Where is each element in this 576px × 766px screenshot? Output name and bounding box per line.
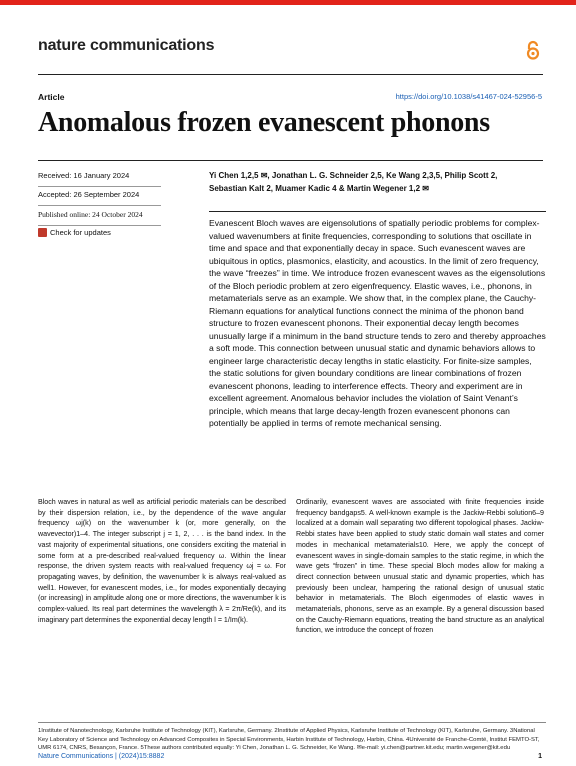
header-rule [38,74,543,75]
authors-line-1: Yi Chen 1,2,5 ✉, Jonathan L. G. Schneider 2,5, Ke Wang 2,3,5, Philip Scott 2, [209,171,498,180]
abstract-rule [209,211,546,212]
check-updates-label: Check for updates [50,228,111,237]
affiliation-rule [38,722,546,723]
open-access-icon [526,40,540,60]
affiliations: 1Institute of Nanotechnology, Karlsruhe Institute of Technology (KIT), Karlsruhe, Germany. 2Institute of Applied Physics, Karlsruhe Institute of Technology (KIT), Karlsruhe, Germany. 3National Key Laboratory of Science and Technology on Advanced Composites in Special Environments, Harbin Institute of Technology, Harbin, China. 4Université de Franche-Comté, Institut FEMTO-ST, UMR 6174, CNRS, Besançon, France. 5These authors contributed equally: Yi Chen, Jonathan L. G. Schneider, Ke Wang. ✉e-mail: yi.chen@partner.kit.edu; martin.wegener@kit.edu [38,728,540,752]
title-rule [38,160,543,161]
authors-line-2: Sebastian Kalt 2, Muamer Kadic 4 & Martin Wegener 1,2 ✉ [209,183,429,193]
body-column-1: Bloch waves in natural as well as artificial periodic materials can be described by their dispersion relation, i.e., by the dependence of the wave angular frequency ωj(k) on the wavenumber k (or, more generally, on the wavevector)1–4. The integer subscript j = 1, 2, . . . is the band index. In the vast majority of experimental situations, one considers exciting the material in some form at a pre-described real-valued frequency ω. Within the linear response, the driven system reacts with real-valued frequency ωj = ω. For propagating waves, by definition, the wavenumber k is always real-valued as well1. However, for evanescent modes, i.e., for modes exponentially decaying (or increasing) in amplitude along one or more directions, the wavenumber k is complex-valued. Its real part determines the wavelength λ = 2π/Re(k), and its imaginary part determines the exponential decay length l = 1/Im(k). [38,498,286,624]
brand-bar [0,0,576,5]
abstract: Evanescent Bloch waves are eigensolutions of spatially periodic problems for complex-valued wavenumbers at finite frequencies, corresponding to solutions that oscillate in time and space and that exponentially decay in space. Such evanescent waves are ubiquitous in optics, plasmonics, elasticity, and acoustics. In the limit of zero frequency, the wave “freezes” in time. We introduce frozen evanescent waves as the eigensolutions of the Bloch periodic problem at zero eigenfrequency. Elastic waves, i.e., phonons, in metamaterials serve as an example. We show that, in the complex plane, the Cauchy-Riemann equations for analytical functions connect the minima of the phonon band structure to frozen evanescent phonons. Their exponential decay length becomes unusually large if a minimum in the band structure tends to zero and thereby approaches a soft mode. This connection between unusual static and dynamic behaviors allows to engineer large characteristic decay lengths in static elasticity. For finite-size samples, the static solutions for given boundary conditions are linear combinations of frozen evanescent phonons, leading to interference effects. Theory and experiment are in excellent agreement. Anomalous behavior includes the violation of Saint Venant’s principle, which means that large decay-length frozen evanescent phonons can potentially be applied in terms of remote mechanical sensing. [209,218,546,428]
check-updates-icon [38,228,47,237]
article-type: Article [38,92,65,102]
page-number: 1 [538,753,542,760]
footer-citation[interactable]: Nature Communications | (2024)15:8882 [38,753,165,760]
author-list [209,170,544,195]
body-column-2: Ordinarily, evanescent waves are associated with finite frequencies inside frequency bandgaps5. A well-known example is the Jackiw-Rebbi solution6–9 localized at a domain wall separating two different topological phases. Jackiw-Rebbi states have been applied to study static domain wall states and corner modes in mechanical metamaterials10. Here, we apply the concept of evanescent waves in single-domain samples to the static regime, in which the wave gets “frozen” in time. These special Bloch modes allow for making a direct connection between unusual static and dynamic properties, which has previously been unclear, hampering the rational design of unusual static behavior in metamaterials. The Bloch eigenmodes of elastic waves in metamaterials, phonons, serve as an example. By a general discussion based on the Cauchy-Riemann equations, treating the band structure as an analytical function, we introduce the concept of frozen [296,498,544,635]
check-updates-button[interactable] [38,228,111,237]
received-date: Received: 16 January 2024 [38,171,161,187]
doi-link[interactable]: https://doi.org/10.1038/s41467-024-52956-5 [395,92,542,101]
published-date: Published online: 24 October 2024 [38,210,161,226]
page-title: Anomalous frozen evanescent phonons [38,107,490,138]
journal-name[interactable]: nature communications [38,37,215,54]
accepted-date: Accepted: 26 September 2024 [38,190,161,206]
